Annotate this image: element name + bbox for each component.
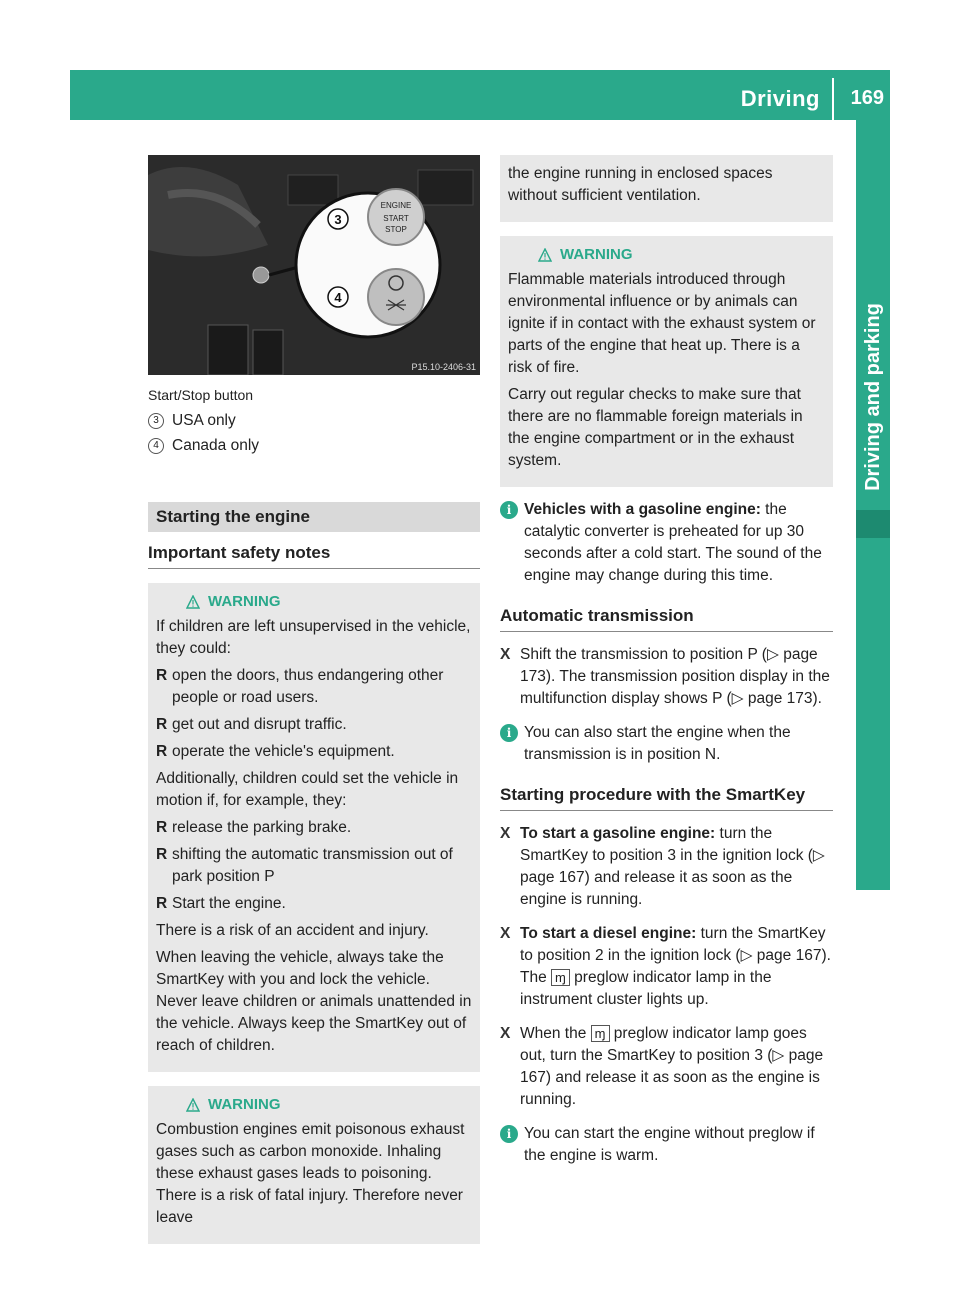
button-text-engine: ENGINE	[380, 201, 412, 210]
warning-text: Combustion engines emit poisonous exhaust gases such as carbon monoxide. Inhaling these exhaust gases leads to poisoning. There is a risk of fatal injury. Therefore never leave	[156, 1121, 465, 1226]
info-text: You can also start the engine when the transmission is in position N.	[524, 724, 791, 763]
step-item: X To start a gasoline engine: turn the SmartKey to position 3 in the ignition lock (▷ page 167) and release it as soon as the engine is running.	[500, 823, 833, 911]
warning-continuation-text: the engine running in enclosed spaces without sufficient ventilation.	[508, 165, 773, 204]
warning-bullet: R open the doors, thus endangering other people or road users.	[156, 667, 444, 706]
warning-list-1	[156, 665, 472, 763]
warning-bullet: R shifting the automatic transmission out of park position P	[156, 846, 453, 885]
warning-text: Flammable materials introduced through environmental influence or by animals can ignite if in contact with the exhaust system or parts of the engine that heat up. There is a risk of fire.	[508, 271, 816, 376]
step-text: Shift the transmission to position P (▷ page 173). The transmission position display in the multifunction display shows P (▷ page 173).	[520, 646, 830, 707]
figure-legend	[148, 408, 480, 458]
subsection-heading: Important safety notes	[148, 542, 480, 569]
warning-header	[186, 591, 472, 613]
warning-list-2	[156, 817, 472, 915]
warning-bullet: R release the parking brake.	[156, 819, 352, 836]
figure-code: P15.10-2406-31	[411, 362, 476, 372]
header-bar	[70, 70, 890, 120]
warning-text: Carry out regular checks to make sure that there are no flammable foreign materials in the engine compartment or in the exhaust system.	[508, 386, 803, 469]
chapter-title: Driving	[740, 86, 820, 111]
warning-bullet: R operate the vehicle's equipment.	[156, 743, 395, 760]
info-icon: i	[500, 501, 518, 519]
warning-bullet: R Start the engine.	[156, 895, 286, 912]
info-icon: i	[500, 724, 518, 742]
page-number: 169	[850, 87, 884, 109]
legend-number: 4	[148, 438, 164, 454]
section-heading: Starting the engine	[148, 502, 480, 532]
warning-label: WARNING	[560, 246, 633, 263]
step-arrow-icon: X	[500, 646, 511, 663]
warning-label: WARNING	[208, 1096, 281, 1113]
info-bold: Vehicles with a gasoline engine:	[524, 501, 761, 518]
warning-advice: When leaving the vehicle, always take the SmartKey with you and lock the vehicle. Never leave children or animals unattended in the vehicle. Always keep the SmartKey out of reach of children.	[156, 949, 472, 1054]
step-arrow-icon: X	[500, 1025, 511, 1042]
warning-box-exhaust	[148, 1086, 480, 1244]
callout-3: 3	[334, 212, 342, 227]
step-item: X When the ɱ preglow indicator lamp goes out, turn the SmartKey to position 3 (▷ page 167) and release it as soon as the engine is running.	[500, 1023, 833, 1111]
warning-continuation	[500, 155, 833, 222]
figure-caption: Start/Stop button	[148, 387, 254, 403]
info-note-gasoline	[500, 499, 833, 587]
button-text-start: START	[383, 214, 409, 223]
header-separator	[832, 78, 834, 120]
warning-risk: There is a risk of an accident and injury.	[156, 922, 429, 939]
warning-triangle-icon	[538, 248, 552, 262]
sidebar-label: Driving and parking	[862, 303, 884, 491]
step-item: X To start a diesel engine: turn the SmartKey to position 2 in the ignition lock (▷ page 167). The ɱ preglow indicator lamp in the instrument cluster lights up.	[500, 923, 833, 1011]
legend-item	[148, 433, 480, 458]
warning-intro: If children are left unsupervised in the vehicle, they could:	[156, 618, 471, 657]
heading-starting-procedure: Starting procedure with the SmartKey	[500, 784, 833, 811]
button-text-stop: STOP	[385, 225, 407, 234]
info-icon: i	[500, 1125, 518, 1143]
sidebar-tab-marker	[856, 510, 890, 538]
section-sidebar	[856, 120, 890, 890]
callout-4: 4	[334, 290, 342, 305]
heading-automatic-transmission: Automatic transmission	[500, 605, 833, 632]
info-text: You can start the engine without preglow if the engine is warm.	[524, 1125, 815, 1164]
step-arrow-icon: X	[500, 925, 511, 942]
info-note-neutral	[500, 722, 833, 766]
warning-triangle-icon	[186, 595, 200, 609]
legend-item	[148, 408, 480, 433]
dashboard-photo	[148, 155, 480, 375]
warning-header	[186, 1094, 472, 1116]
dashboard-illustration	[148, 155, 480, 375]
warning-box-children	[148, 583, 480, 1072]
info-note-preglow	[500, 1123, 833, 1167]
warning-bullet: R get out and disrupt traffic.	[156, 716, 347, 733]
left-column	[148, 155, 480, 1244]
info-text: the catalytic converter is preheated for up 30 seconds after a cold start. The sound of the engine may change during this time.	[524, 501, 822, 584]
legend-number: 3	[148, 413, 164, 429]
legend-text: USA only	[172, 411, 236, 429]
step-arrow-icon: X	[500, 825, 511, 842]
preglow-icon: ɱ	[551, 969, 570, 986]
warning-label: WARNING	[208, 593, 281, 610]
legend-text: Canada only	[172, 436, 260, 454]
right-column	[500, 155, 833, 1167]
preglow-icon: ɱ	[591, 1025, 610, 1042]
warning-mid: Additionally, children could set the vehicle in motion if, for example, they:	[156, 770, 459, 809]
step-item	[500, 644, 833, 710]
warning-triangle-icon	[186, 1098, 200, 1112]
warning-box-flammable	[500, 236, 833, 487]
warning-header	[538, 244, 825, 266]
